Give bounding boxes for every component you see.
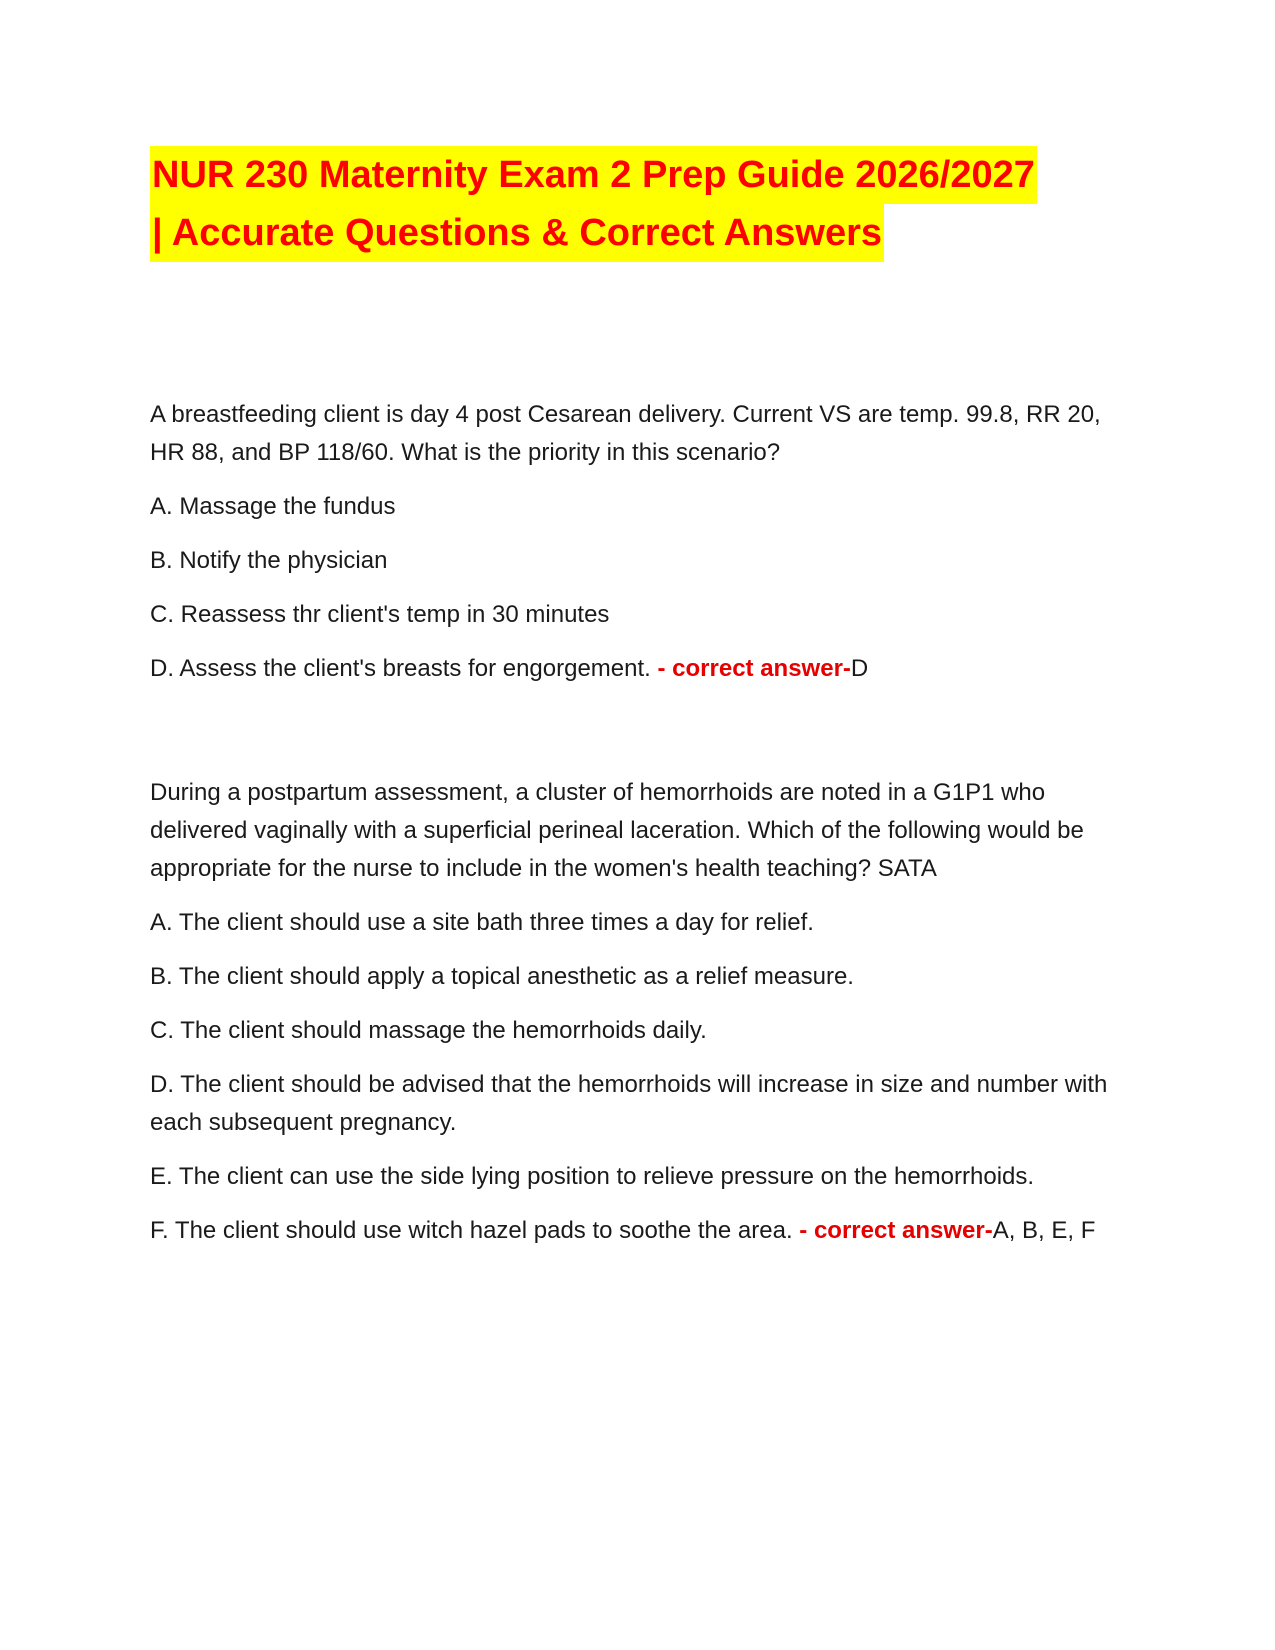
question-spacer — [150, 704, 1110, 774]
correct-answer-value: D — [850, 655, 869, 682]
option-d: D. Assess the client's breasts for engorgement. — [150, 655, 651, 682]
correct-answer-value: A, B, E, F — [992, 1217, 1096, 1244]
correct-answer-label: - correct answer- — [657, 655, 851, 682]
document-title — [150, 146, 1110, 262]
option-e: E. The client can use the side lying position to relieve pressure on the hemorrhoids. — [150, 1163, 1035, 1190]
option-d-with-answer — [150, 650, 1110, 688]
option-f-with-answer — [150, 1212, 1110, 1250]
title-line-2: | Accurate Questions & Correct Answers — [150, 204, 884, 262]
question-stem: During a postpartum assessment, a cluster of hemorrhoids are noted in a G1P1 who delivered vaginally with a superficial perineal laceration. Which of the following would be appropriate for the nurse to include in the women's health teaching? SATA — [150, 779, 1084, 882]
option-b: B. Notify the physician — [150, 547, 388, 574]
questions-section — [150, 396, 1110, 1266]
correct-answer-label: - correct answer- — [799, 1217, 993, 1244]
question-block-2 — [150, 774, 1110, 1250]
question-block-1 — [150, 396, 1110, 688]
option-f: F. The client should use witch hazel pads to soothe the area. — [150, 1217, 793, 1244]
option-a: A. The client should use a site bath three times a day for relief. — [150, 909, 814, 936]
option-b: B. The client should apply a topical anesthetic as a relief measure. — [150, 963, 854, 990]
option-a: A. Massage the fundus — [150, 493, 396, 520]
option-d: D. The client should be advised that the hemorrhoids will increase in size and number with each subsequent pregnancy. — [150, 1071, 1108, 1136]
title-line-1: NUR 230 Maternity Exam 2 Prep Guide 2026/2027 — [150, 146, 1037, 204]
option-c: C. Reassess thr client's temp in 30 minutes — [150, 601, 610, 628]
question-stem: A breastfeeding client is day 4 post Cesarean delivery. Current VS are temp. 99.8, RR 20, HR 88, and BP 118/60. What is the priority in this scenario? — [150, 401, 1101, 466]
option-c: C. The client should massage the hemorrhoids daily. — [150, 1017, 707, 1044]
